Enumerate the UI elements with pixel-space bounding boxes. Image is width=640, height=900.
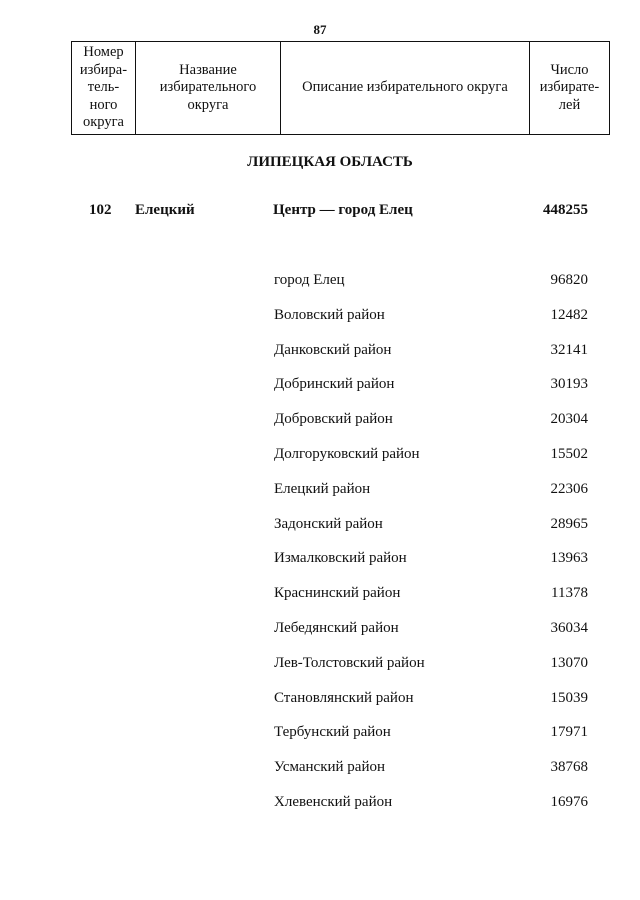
list-item [0,655,640,690]
list-item [0,376,640,411]
district-voter-count: 448255 [543,202,588,218]
area-voter-count: 11378 [551,585,588,602]
list-item [0,307,640,342]
table-header [71,41,610,135]
area-name: Хлевенский район [274,793,393,810]
header-district-name: Название избирательного округа [136,42,281,135]
area-list [0,272,640,829]
list-item [0,724,640,759]
area-name: Усманский район [274,759,386,776]
table-header-row [72,42,610,135]
page-number: 87 [313,22,327,37]
area-name: Краснинский район [274,585,401,602]
list-item [0,620,640,655]
region-title: ЛИПЕЦКАЯ ОБЛАСТЬ [247,154,413,170]
list-item [0,516,640,551]
area-name: Лебедянский район [274,619,399,636]
area-voter-count: 13963 [550,550,588,567]
area-voter-count: 38768 [550,759,588,776]
list-item [0,272,640,307]
area-voter-count: 17971 [550,724,588,741]
list-item [0,550,640,585]
area-voter-count: 30193 [550,376,588,393]
area-name: Добринский район [274,376,395,393]
area-name: Данковский район [274,341,392,358]
list-item [0,794,640,829]
area-name: Тербунский район [274,724,391,741]
header-district-number: Номер избира- тель- ного округа [72,42,136,135]
area-voter-count: 15039 [550,689,588,706]
area-voter-count: 96820 [550,272,588,288]
area-voter-count: 20304 [550,411,588,428]
list-item [0,411,640,446]
list-item [0,446,640,481]
area-name: Становлянский район [274,689,414,706]
area-name: Задонский район [274,515,383,532]
area-name: Лев-Толстовский район [274,654,425,671]
area-voter-count: 28965 [550,515,588,532]
district-center: Центр — город Елец [273,202,413,218]
area-name: Елецкий район [274,480,371,497]
header-district-description: Описание избирательного округа [281,42,530,135]
area-name: Долгоруковский район [274,445,420,462]
area-voter-count: 32141 [550,341,588,358]
area-voter-count: 16976 [550,793,588,810]
area-voter-count: 13070 [550,654,588,671]
list-item [0,759,640,794]
area-name: Воловский район [274,306,385,323]
area-voter-count: 12482 [550,306,588,323]
area-name: Добровский район [274,411,393,428]
area-voter-count: 15502 [550,445,588,462]
area-voter-count: 36034 [550,619,588,636]
header-voter-count: Число избирате- лей [530,42,610,135]
list-item [0,342,640,377]
district-row [0,202,640,222]
district-number: 102 [89,202,112,218]
area-name: город Елец [274,272,345,288]
area-voter-count: 22306 [550,480,588,497]
list-item [0,690,640,725]
list-item [0,585,640,620]
list-item [0,481,640,516]
district-name: Елецкий [135,202,195,218]
area-name: Измалковский район [274,550,407,567]
